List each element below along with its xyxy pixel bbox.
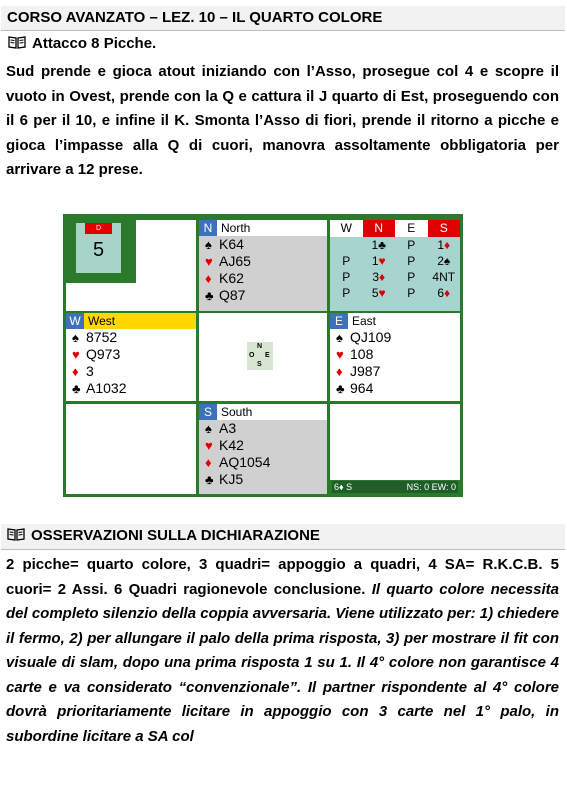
auction-bid: 1♦ bbox=[437, 238, 451, 252]
lesson-title: CORSO AVANZATO – LEZ. 10 – IL QUARTO COLORE bbox=[7, 9, 383, 26]
lesson-header bbox=[1, 6, 565, 31]
auction-cell bbox=[330, 220, 460, 311]
west-player-name: West bbox=[88, 314, 116, 328]
south-position-label: S bbox=[199, 404, 217, 420]
south-player-name: South bbox=[221, 405, 253, 419]
spade-icon: ♠ bbox=[72, 330, 79, 345]
west-clubs: A1032 bbox=[86, 380, 127, 396]
auction-bid: 1♣ bbox=[371, 238, 387, 252]
south-hand bbox=[199, 404, 327, 494]
spade-icon: ♠ bbox=[205, 421, 212, 436]
fourth-suit-notes: Il quarto colore necessita del completo silenzio della coppia avversaria. Viene utilizzato per: 1) chiedere il fermo, 2) per allungare il palo della prima risposta, 3) per mostrare il fit con visuale di slam, dopo una prima risposta 1 su 1. Il 4° colore non garantisce 4 carte e va considerato “convenzionale”. Il partner rispondente al 4° colore dovrà prioritariamente licitare in appoggio con 3 carte nel 1° palo, in subordine licitare a SA col bbox=[6, 580, 559, 745]
spade-icon: ♠ bbox=[336, 330, 343, 345]
auction-bid: 6♦ bbox=[437, 286, 451, 300]
heart-icon: ♥ bbox=[72, 347, 80, 362]
north-spades: K64 bbox=[219, 236, 244, 252]
club-icon: ♣ bbox=[205, 288, 214, 303]
club-icon: ♣ bbox=[336, 381, 345, 396]
north-position-label: N bbox=[199, 220, 217, 236]
auction-bid: P bbox=[407, 238, 416, 252]
east-clubs: 964 bbox=[350, 380, 374, 396]
north-diamonds: K62 bbox=[219, 270, 244, 286]
west-diamonds: 3 bbox=[86, 363, 94, 379]
west-hearts: Q973 bbox=[86, 346, 121, 362]
diamond-icon: ♦ bbox=[205, 455, 212, 470]
club-icon: ♣ bbox=[72, 381, 81, 396]
east-hearts: 108 bbox=[350, 346, 374, 362]
west-hand bbox=[66, 313, 196, 401]
play-description: Sud prende e gioca atout iniziando con l’Asso, prosegue col 4 e scopre il vuoto in Ovest, prende con la Q e cattura il J quarto di Est, proseguendo con il 6 per il 10, e infine il K. Smonta l’Asso di fiori, prende il ritorno a picche e gioca l’impasse alla Q di cuori, manovra assoltamente obbligatoria per arrivare a 12 prese. bbox=[6, 63, 559, 178]
auction-header-w: W bbox=[330, 220, 363, 237]
auction-row bbox=[330, 285, 460, 301]
east-hand bbox=[330, 313, 460, 401]
auction-header-n: N bbox=[363, 220, 396, 237]
bidding-notes bbox=[6, 553, 559, 793]
result-footer bbox=[332, 481, 458, 493]
bidding-title: OSSERVAZIONI SULLA DICHIARAZIONE bbox=[31, 527, 320, 544]
east-player-name: East bbox=[352, 314, 377, 328]
auction-bid: P bbox=[342, 286, 351, 300]
dealer-tag: D bbox=[85, 223, 112, 234]
auction-bid: 1♥ bbox=[371, 254, 386, 268]
auction-bid: P bbox=[342, 270, 351, 284]
east-position-label: E bbox=[330, 313, 348, 329]
board-cell bbox=[66, 220, 196, 311]
compass-s: S bbox=[257, 361, 262, 368]
south-diamonds: AQ1054 bbox=[219, 454, 271, 470]
empty-cell bbox=[66, 404, 196, 494]
north-hand bbox=[199, 220, 327, 311]
auction-bid: P bbox=[407, 254, 416, 268]
heart-icon: ♥ bbox=[205, 438, 213, 453]
diamond-icon: ♦ bbox=[72, 364, 79, 379]
book-icon bbox=[8, 36, 26, 49]
auction-bid: 4NT bbox=[432, 270, 456, 284]
heart-icon: ♥ bbox=[336, 347, 344, 362]
diamond-icon: ♦ bbox=[205, 271, 212, 286]
board-number: 5 bbox=[92, 239, 105, 261]
compass-e: E bbox=[265, 352, 270, 359]
compass-icon bbox=[247, 342, 273, 370]
auction-bid: 5♥ bbox=[371, 286, 386, 300]
auction-bid: 2♠ bbox=[437, 254, 451, 268]
auction-bid bbox=[330, 237, 363, 253]
south-hearts: K42 bbox=[219, 437, 244, 453]
auction-table bbox=[330, 220, 460, 311]
west-position-label: W bbox=[66, 313, 84, 329]
auction-header-e: E bbox=[395, 220, 428, 237]
contract-label: 6♦ S bbox=[334, 482, 353, 492]
auction-bid: P bbox=[407, 270, 416, 284]
bidding-explanation: 2 picche= quarto colore, 3 quadri= appoggio a quadri, 4 SA= R.K.C.B. 5 cuori= 2 Assi. 6 Quadri ragionevole conclusione. bbox=[6, 556, 559, 598]
east-spades: QJ109 bbox=[350, 329, 392, 345]
score-label: NS: 0 EW: 0 bbox=[406, 482, 456, 492]
west-spades: 8752 bbox=[86, 329, 118, 345]
auction-bid: 3♦ bbox=[372, 270, 386, 284]
compass-n: N bbox=[257, 343, 263, 350]
bidding-header bbox=[1, 524, 565, 550]
auction-bid: P bbox=[342, 254, 351, 268]
auction-header-s: S bbox=[428, 220, 461, 237]
east-diamonds: J987 bbox=[350, 363, 381, 379]
spade-icon: ♠ bbox=[205, 237, 212, 252]
south-spades: A3 bbox=[219, 420, 237, 436]
auction-row bbox=[330, 253, 460, 269]
north-clubs: Q87 bbox=[219, 287, 246, 303]
auction-row bbox=[330, 269, 460, 285]
diamond-icon: ♦ bbox=[336, 364, 343, 379]
board-number-box bbox=[76, 223, 121, 273]
auction-row bbox=[330, 237, 460, 253]
book-icon bbox=[7, 528, 25, 541]
south-clubs: KJ5 bbox=[219, 471, 244, 487]
club-icon: ♣ bbox=[205, 472, 214, 487]
auction-bid: P bbox=[407, 286, 416, 300]
north-player-name: North bbox=[221, 221, 251, 235]
result-cell bbox=[330, 404, 460, 494]
auction-header-row bbox=[330, 220, 460, 237]
compass-o: O bbox=[249, 352, 255, 359]
north-hearts: AJ65 bbox=[219, 253, 251, 269]
attack-title: Attacco 8 Picche. bbox=[32, 35, 157, 52]
heart-icon: ♥ bbox=[205, 254, 213, 269]
attack-heading bbox=[8, 35, 156, 52]
